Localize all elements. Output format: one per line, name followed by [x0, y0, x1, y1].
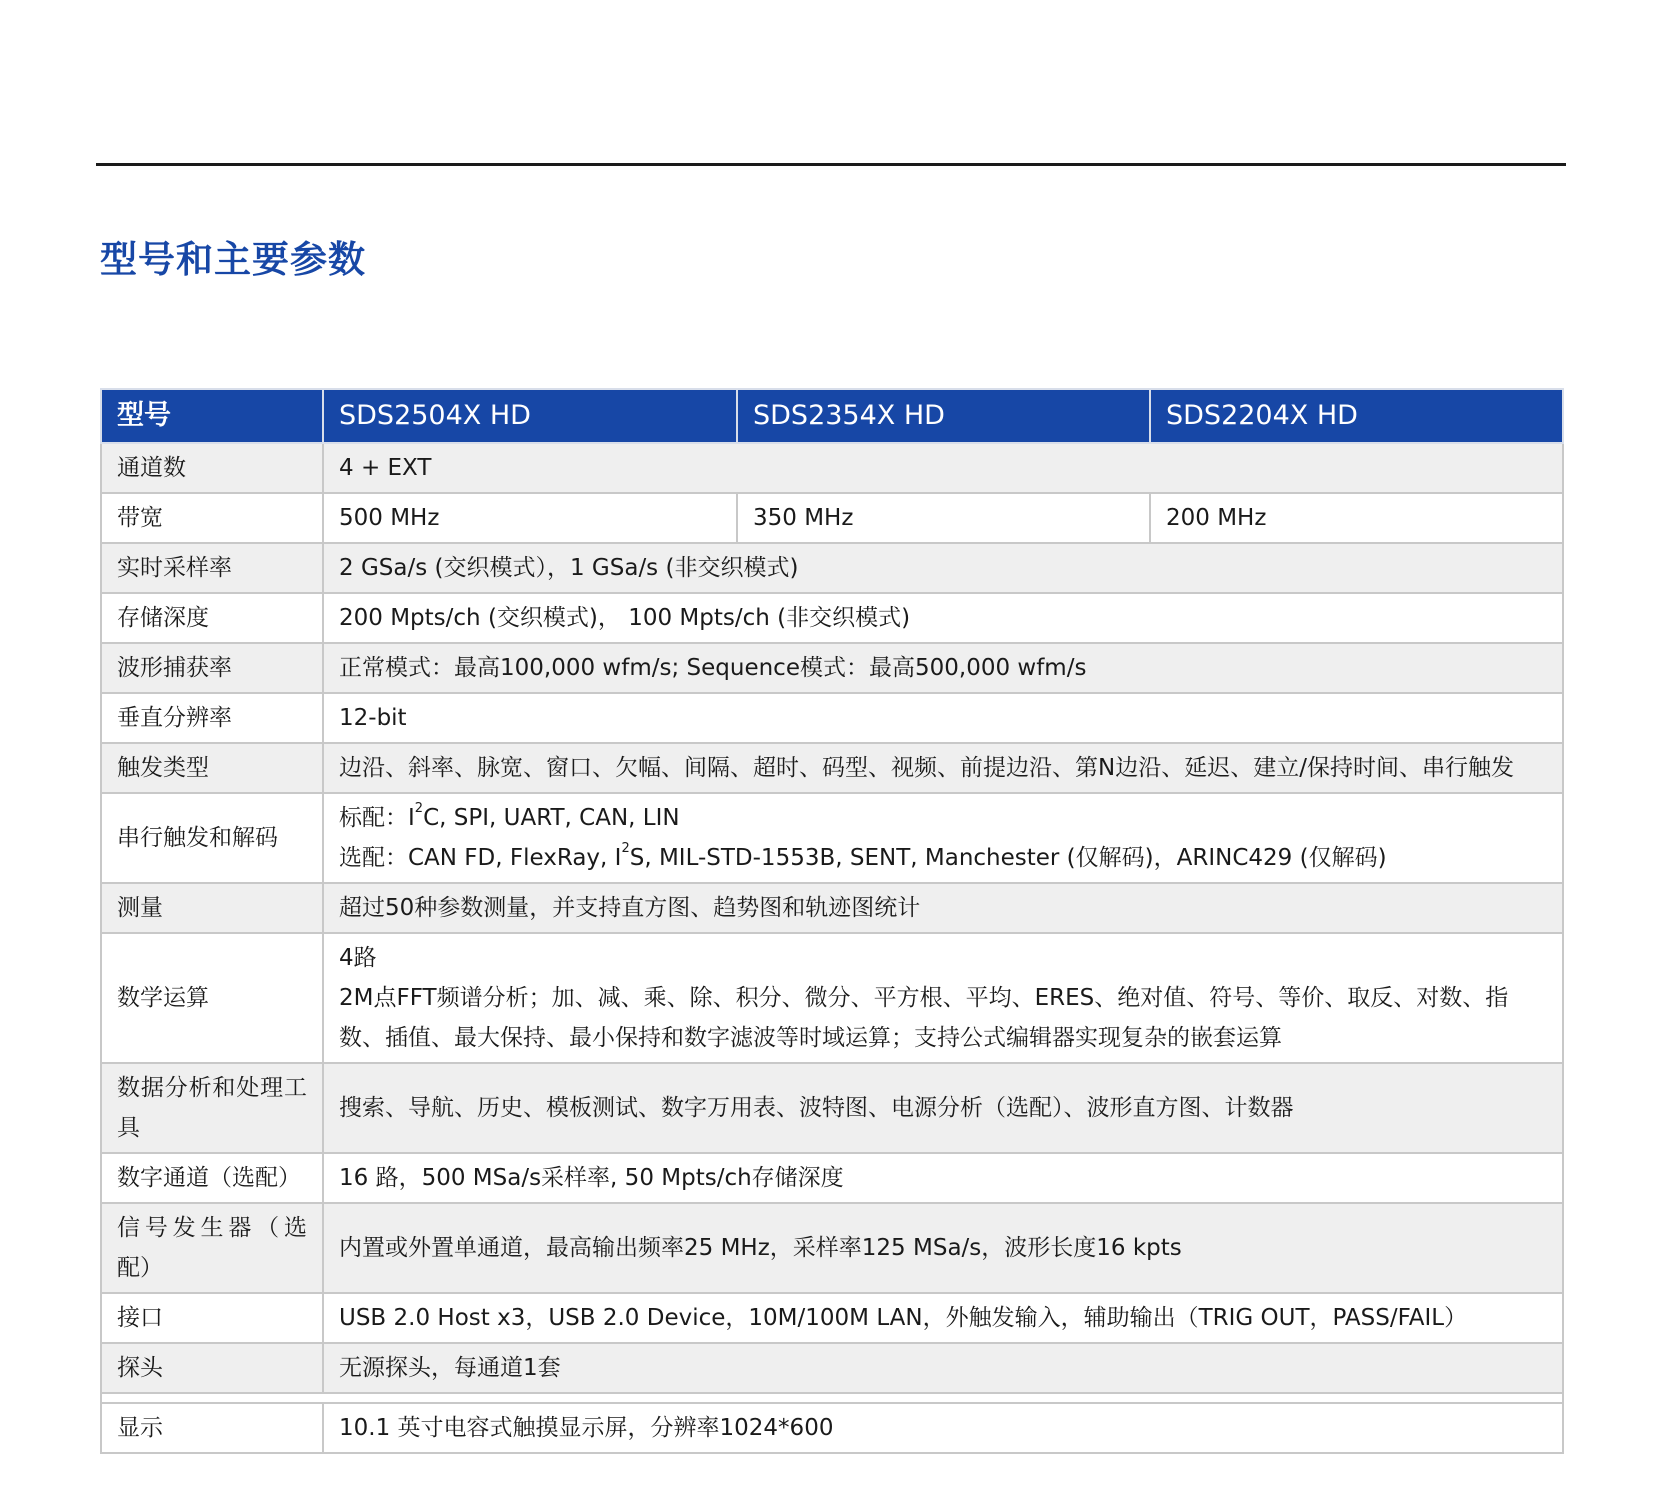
row-bandwidth: [101, 493, 1563, 543]
row-value-model-2: 350 MHz: [737, 493, 1150, 543]
header-model-3: SDS2204X HD: [1150, 389, 1563, 443]
serial-optional-rest: S, MIL-STD-1553B, SENT, Manchester (仅解码)，ARINC429 (仅解码): [629, 845, 1387, 871]
row-value: USB 2.0 Host x3，USB 2.0 Device，10M/100M LAN，外触发输入，辅助输出（TRIG OUT，PASS/FAIL）: [323, 1293, 1563, 1343]
math-channels-line: 4路: [339, 945, 377, 971]
row-label: 测量: [101, 883, 323, 933]
row-label: 数学运算: [101, 933, 323, 1063]
row-analysis-tools: [101, 1063, 1563, 1153]
header-model-2: SDS2354X HD: [737, 389, 1150, 443]
row-capture-rate: [101, 643, 1563, 693]
spec-table: [100, 388, 1564, 1454]
row-value: 无源探头，每通道1套: [323, 1343, 1563, 1393]
row-math: [101, 933, 1563, 1063]
row-memory-depth: [101, 593, 1563, 643]
row-label: 存储深度: [101, 593, 323, 643]
row-value-model-1: 500 MHz: [323, 493, 737, 543]
serial-standard-rest: C, SPI, UART, CAN, LIN: [423, 805, 680, 831]
row-probes: [101, 1343, 1563, 1393]
row-label: 触发类型: [101, 743, 323, 793]
superscript-two: 2: [414, 801, 424, 816]
row-value: 2 GSa/s (交织模式），1 GSa/s (非交织模式): [323, 543, 1563, 593]
row-label: 带宽: [101, 493, 323, 543]
row-measurement: [101, 883, 1563, 933]
math-functions-line: 2M点FFT频谱分析；加、减、乘、除、积分、微分、平方根、平均、ERES、绝对值、符号、等价、取反、对数、指数、插值、最大保持、最小保持和数字滤波等时域运算；支持公式编辑器实现复杂的嵌套运算: [339, 985, 1509, 1051]
row-value: 超过50种参数测量，并支持直方图、趋势图和轨迹图统计: [323, 883, 1563, 933]
page-title: 型号和主要参数: [100, 238, 366, 281]
row-label: 接口: [101, 1293, 323, 1343]
row-value: 4 + EXT: [323, 443, 1563, 493]
row-label: 数字通道（选配）: [101, 1153, 323, 1203]
row-vertical-resolution: [101, 693, 1563, 743]
serial-optional-line: [339, 838, 1547, 878]
header-model-1: SDS2504X HD: [323, 389, 737, 443]
row-label: 通道数: [101, 443, 323, 493]
row-sample-rate: [101, 543, 1563, 593]
row-value: 16 路，500 MSa/s采样率, 50 Mpts/ch存储深度: [323, 1153, 1563, 1203]
row-value: 10.1 英寸电容式触摸显示屏，分辨率1024*600: [323, 1403, 1563, 1453]
divider-cell: [101, 1393, 1563, 1403]
header-model-label: 型号: [101, 389, 323, 443]
superscript-two: 2: [621, 841, 630, 856]
row-value: 边沿、斜率、脉宽、窗口、欠幅、间隔、超时、码型、视频、前提边沿、第N边沿、延迟、建立/保持时间、串行触发: [323, 743, 1563, 793]
row-label: 信号发生器（选配）: [101, 1203, 323, 1293]
top-divider-line: [96, 163, 1566, 166]
row-serial-decode: [101, 793, 1563, 883]
row-channels: [101, 443, 1563, 493]
row-value: 200 Mpts/ch (交织模式)， 100 Mpts/ch (非交织模式): [323, 593, 1563, 643]
row-digital-channels: [101, 1153, 1563, 1203]
row-label: 实时采样率: [101, 543, 323, 593]
row-label: 探头: [101, 1343, 323, 1393]
serial-standard-line: [339, 798, 1547, 838]
row-label: 数据分析和处理工具: [101, 1063, 323, 1153]
row-value: 正常模式：最高100,000 wfm/s; Sequence模式：最高500,000 wfm/s: [323, 643, 1563, 693]
row-label: 波形捕获率: [101, 643, 323, 693]
table-header-row: [101, 389, 1563, 443]
serial-optional-prefix: 选配：CAN FD, FlexRay, I: [339, 845, 622, 871]
row-signal-generator: [101, 1203, 1563, 1293]
table-divider-row: [101, 1393, 1563, 1403]
row-value-model-3: 200 MHz: [1150, 493, 1563, 543]
row-label: 垂直分辨率: [101, 693, 323, 743]
row-label: 串行触发和解码: [101, 793, 323, 883]
row-interfaces: [101, 1293, 1563, 1343]
row-value: 12-bit: [323, 693, 1563, 743]
row-value: [323, 933, 1563, 1063]
row-display: [101, 1403, 1563, 1453]
row-value: [323, 793, 1563, 883]
row-label: 显示: [101, 1403, 323, 1453]
row-trigger-types: [101, 743, 1563, 793]
row-value: 搜索、导航、历史、模板测试、数字万用表、波特图、电源分析（选配）、波形直方图、计数器: [323, 1063, 1563, 1153]
row-value: 内置或外置单通道，最高输出频率25 MHz，采样率125 MSa/s，波形长度16 kpts: [323, 1203, 1563, 1293]
serial-standard-prefix: 标配：I: [339, 805, 415, 831]
